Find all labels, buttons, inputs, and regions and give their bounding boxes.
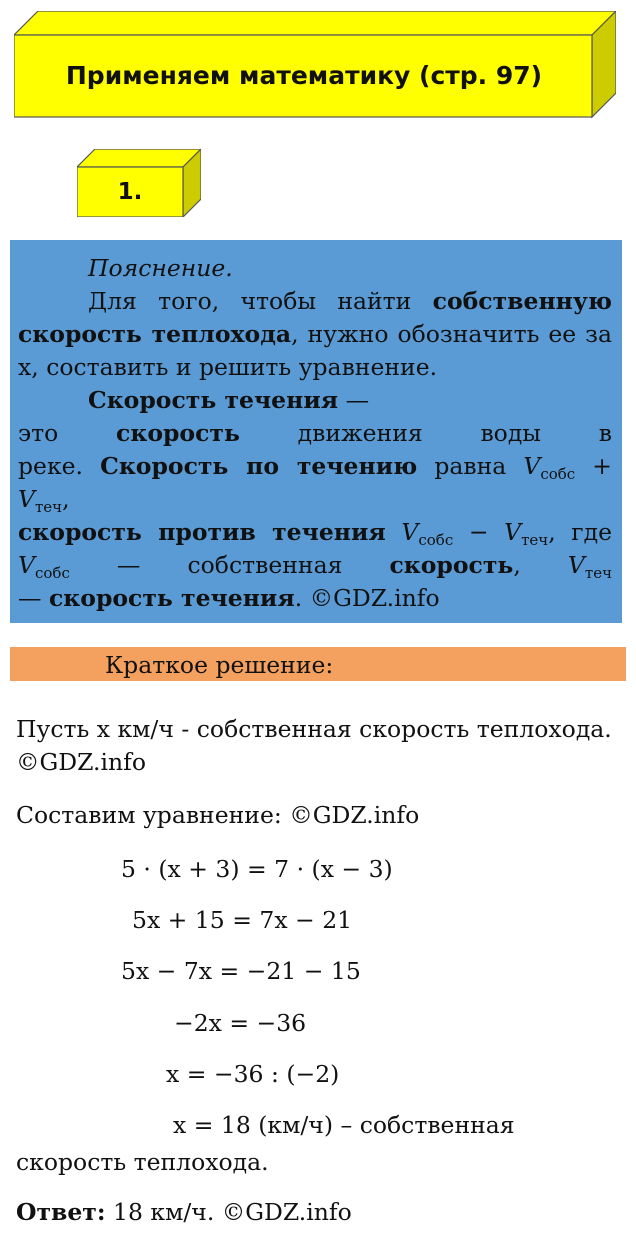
explanation-heading: Пояснение.	[88, 254, 233, 282]
solution-compose: Составим уравнение: ©GDZ.info	[16, 801, 420, 829]
explanation-paragraph: Для того, чтобы найти собственную скорость теплохода, нужно обозначить ее за х, составить и решить уравнение.	[18, 287, 612, 381]
equation-result: x = 18 (км/ч) – собственная	[173, 1111, 515, 1139]
symbols-legend: $V_{собс}$ — собственная скорость, $V_{теч}$	[18, 551, 612, 582]
equation-step: 5x − 7x = −21 − 15	[121, 957, 361, 985]
answer-label: Ответ:	[16, 1198, 106, 1226]
title-box	[14, 11, 616, 119]
v-own-symbol: $V_{собс}$	[401, 518, 454, 549]
equation-step: x = −36 : (−2)	[166, 1060, 340, 1088]
downstream-speed: реке. Скорость по течению равна $V_{собс}$ +	[18, 452, 612, 483]
equation-step: 5x + 15 = 7x − 21	[132, 906, 353, 934]
upstream-speed: скорость против течения $V_{собс} - V_{теч}$, где	[18, 518, 612, 549]
v-flow-symbol: $V_{теч}$	[567, 551, 612, 582]
flow-speed-definition-cont: это скорость движения воды в	[18, 419, 612, 447]
v-flow-symbol: $V_{теч}$	[18, 485, 63, 516]
v-own-symbol: $V_{собс}$	[523, 452, 576, 483]
task-number-box	[77, 149, 201, 217]
symbols-legend-cont: — скорость течения. ©GDZ.info	[18, 584, 440, 612]
flow-speed-definition: Скорость течения —	[88, 386, 370, 414]
v-flow-symbol: $V_{теч}$	[504, 518, 549, 549]
explanation-panel	[10, 240, 622, 623]
answer-value: 18 км/ч. ©GDZ.info	[105, 1198, 352, 1226]
task-number: 1.	[117, 179, 143, 205]
equation-step: −2x = −36	[174, 1009, 307, 1037]
answer	[16, 1196, 626, 1229]
equation-step: 5 · (x + 3) = 7 · (x − 3)	[121, 855, 393, 883]
v-own-symbol: $V_{собс}$	[18, 551, 70, 582]
downstream-speed-cont: $V_{теч}$,	[18, 485, 70, 516]
equation-result-cont: скорость теплохода.	[16, 1148, 269, 1176]
page-title: Применяем математику (стр. 97)	[65, 61, 543, 90]
solution-intro: Пусть х км/ч - собственная скорость теплохода. ©GDZ.info	[16, 715, 612, 776]
solution-heading: Краткое решение:	[10, 647, 626, 681]
